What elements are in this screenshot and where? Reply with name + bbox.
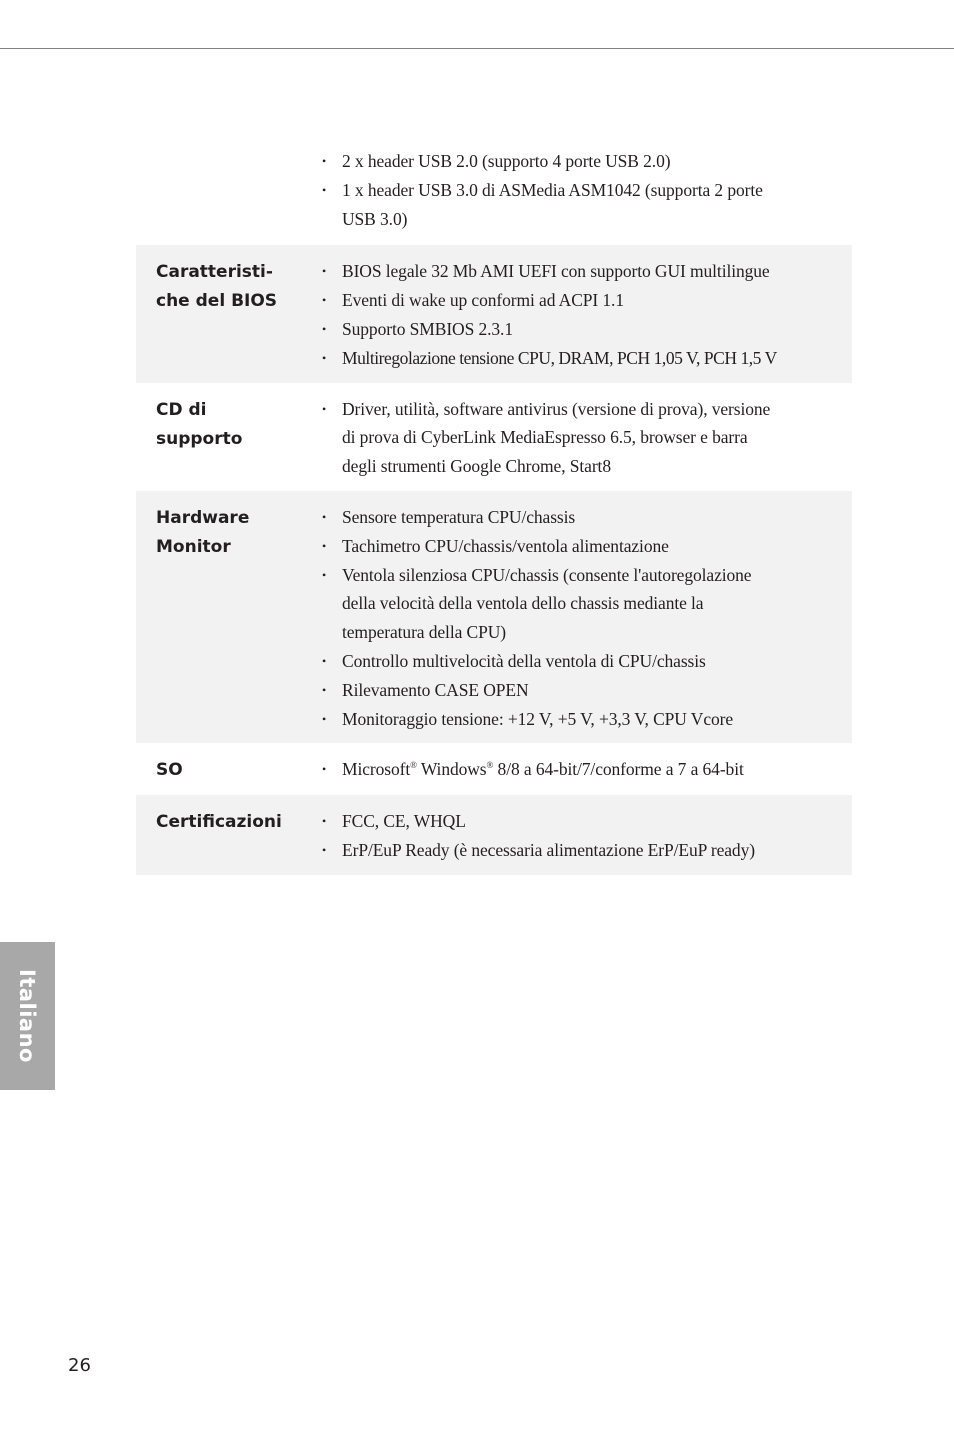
spec-item: • Rilevamento CASE OPEN <box>301 676 844 705</box>
header-rule <box>0 48 954 49</box>
spec-list-certifications <box>301 807 852 865</box>
spec-row-os <box>136 743 852 795</box>
registered-mark: ® <box>486 760 494 771</box>
spec-row-hardware-monitor <box>136 491 852 743</box>
label-line: Certificazioni <box>156 812 282 833</box>
bullet-icon: • <box>322 350 326 365</box>
label-line: CD di <box>156 399 207 420</box>
spec-item: • Multiregolazione tensione CPU, DRAM, PCH 1,05 V, PCH 1,5 V <box>301 344 844 373</box>
spec-item: • Sensore temperatura CPU/chassis <box>301 503 844 532</box>
spec-label-empty <box>136 147 301 233</box>
spec-item-continuation: temperatura della CPU) <box>342 622 506 643</box>
spec-row-usb-headers <box>136 147 852 245</box>
spec-label-bios <box>136 257 301 372</box>
label-line: Caratteristi- <box>156 262 273 283</box>
spec-label-os <box>136 755 301 785</box>
spec-item: • 2 x header USB 2.0 (supporto 4 porte USB 2.0) <box>301 147 844 176</box>
label-line: supporto <box>156 428 243 449</box>
registered-mark: ® <box>410 760 417 771</box>
bullet-icon: • <box>322 401 327 416</box>
bullet-icon: • <box>322 264 327 279</box>
spec-item-continuation: USB 3.0) <box>342 208 408 229</box>
bullet-icon: • <box>322 538 327 553</box>
spec-item: • Eventi di wake up conformi ad ACPI 1.1 <box>301 286 844 315</box>
spec-item-continuation: degli strumenti Google Chrome, Start8 <box>342 456 611 477</box>
spec-item-continuation: di prova di CyberLink MediaEspresso 6.5, browser e barra <box>342 427 748 448</box>
spec-item: • BIOS legale 32 Mb AMI UEFI con supporto GUI multilingue <box>301 257 844 286</box>
spec-item: • Microsoft® Windows® 8/8 a 64-bit/7/conforme a 7 a 64-bit <box>301 755 844 784</box>
bullet-icon: • <box>322 567 327 582</box>
spec-item: • Monitoraggio tensione: +12 V, +5 V, +3,3 V, CPU Vcore <box>301 705 844 734</box>
bullet-icon: • <box>322 843 327 858</box>
spec-row-certifications <box>136 795 852 875</box>
bullet-icon: • <box>322 293 327 308</box>
bullet-icon: • <box>322 154 327 168</box>
bullet-icon: • <box>322 653 327 668</box>
spec-item-continuation: della velocità della ventola dello chassis mediante la <box>342 593 704 614</box>
spec-item: • ErP/EuP Ready (è necessaria alimentazione ErP/EuP ready) <box>301 836 844 865</box>
bullet-icon: • <box>322 682 327 697</box>
spec-row-support-cd <box>136 383 852 491</box>
language-side-tab <box>0 942 55 1090</box>
label-line: Hardware <box>156 507 250 528</box>
spec-label-support-cd <box>136 395 301 481</box>
spec-item: • Tachimetro CPU/chassis/ventola alimentazione <box>301 532 844 561</box>
spec-item: • Supporto SMBIOS 2.3.1 <box>301 315 844 344</box>
spec-list-hardware-monitor <box>301 503 852 733</box>
bullet-icon: • <box>322 509 327 524</box>
spec-item: • 1 x header USB 3.0 di ASMedia ASM1042 (supporta 2 porte <box>301 176 844 205</box>
label-line: SO <box>156 760 183 781</box>
spec-item: • FCC, CE, WHQL <box>301 807 844 836</box>
label-line: Monitor <box>156 536 231 557</box>
bullet-icon: • <box>322 814 327 829</box>
language-tab-label: Italiano <box>15 969 39 1063</box>
spec-item: • Ventola silenziosa CPU/chassis (consente l'autoregolazione <box>301 561 844 590</box>
spec-list-usb-headers <box>301 147 852 233</box>
spec-label-certifications <box>136 807 301 865</box>
label-line: che del BIOS <box>156 291 278 312</box>
page-number: 26 <box>68 1355 91 1376</box>
spec-item: • Driver, utilità, software antivirus (versione di prova), versione <box>301 395 844 424</box>
bullet-icon: • <box>322 711 327 726</box>
spec-list-bios <box>301 257 852 372</box>
spec-item: • Controllo multivelocità della ventola di CPU/chassis <box>301 647 844 676</box>
spec-list-os <box>301 755 852 785</box>
spec-row-bios <box>136 245 852 382</box>
bullet-icon: • <box>322 182 327 197</box>
spec-table <box>136 147 852 875</box>
bullet-icon: • <box>322 762 327 777</box>
bullet-icon: • <box>322 321 327 336</box>
spec-list-support-cd <box>301 395 852 481</box>
spec-label-hardware-monitor <box>136 503 301 733</box>
